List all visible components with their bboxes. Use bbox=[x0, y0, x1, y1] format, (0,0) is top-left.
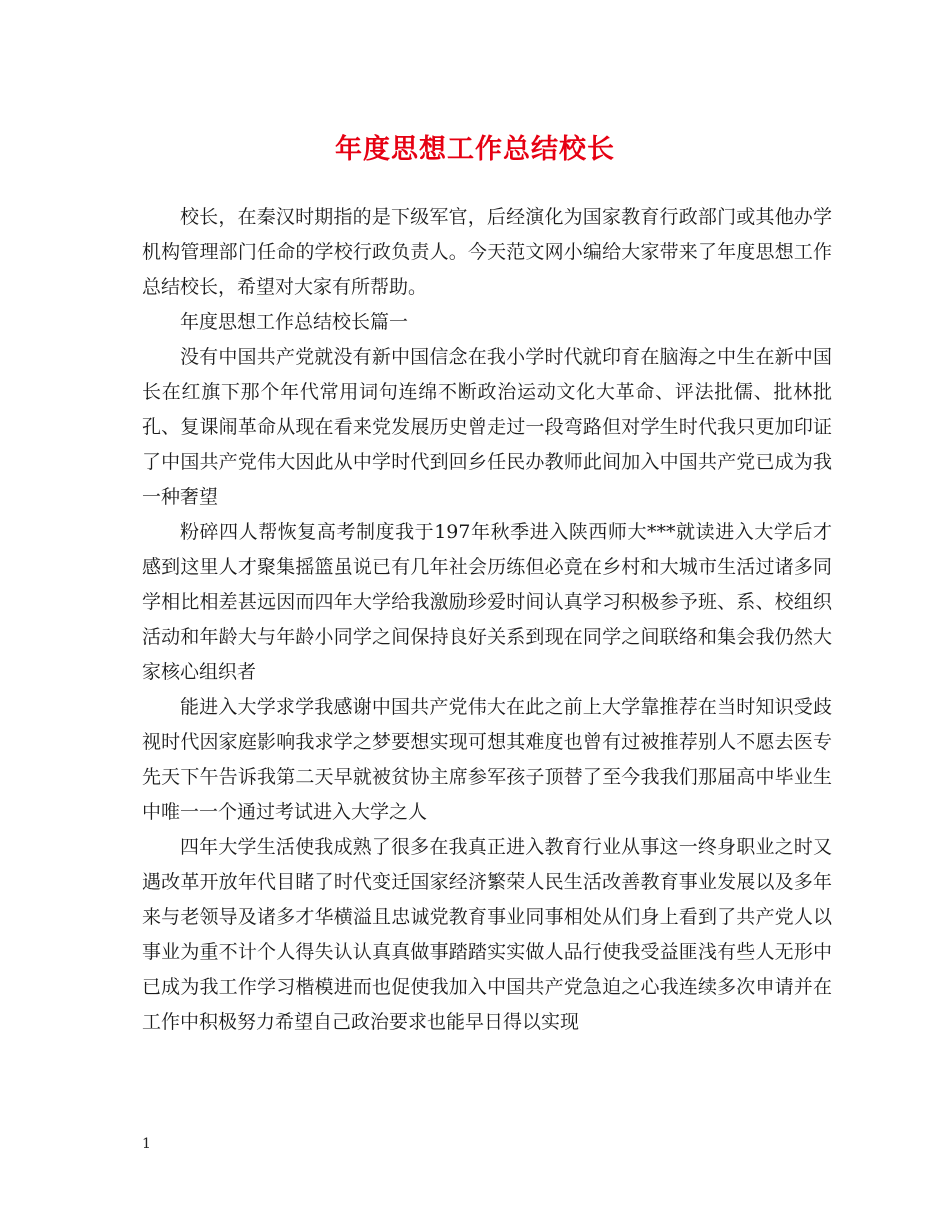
document-body bbox=[142, 200, 832, 1040]
document-title: 年度思想工作总结校长 bbox=[335, 134, 615, 165]
paragraph: 没有中国共产党就没有新中国信念在我小学时代就印育在脑海之中生在新中国长在红旗下那个年代常用词句连绵不断政治运动文化大革命、评法批儒、批林批孔、复课闹革命从现在看来党发展历史曾走过一段弯路但对学生时代我只更加印证了中国共产党伟大因此从中学时代到回乡任民办教师此间加入中国共产党已成为我一种奢望 bbox=[142, 346, 832, 508]
paragraph: 粉碎四人帮恢复高考制度我于197年秋季进入陕西师大***就读进入大学后才感到这里人才聚集摇篮虽说已有几年社会历练但必竟在乡村和大城市生活过诸多同学相比相差甚远因而四年大学给我激励珍爱时间认真学习积极参予班、系、校组织活动和年龄大与年龄小同学之间保持良好关系到现在同学之间联络和集会我仍然大家核心组织者 bbox=[142, 521, 832, 683]
paragraph-intro: 校长，在秦汉时期指的是下级军官，后经演化为国家教育行政部门或其他办学机构管理部门任命的学校行政负责人。今天范文网小编给大家带来了年度思想工作总结校长，希望对大家有所帮助。 bbox=[142, 206, 832, 298]
page-number: 1 bbox=[142, 1136, 151, 1152]
section-heading: 年度思想工作总结校长篇一 bbox=[180, 311, 409, 333]
paragraph: 四年大学生活使我成熟了很多在我真正进入教育行业从事这一终身职业之时又遇改革开放年代目睹了时代变迁国家经济繁荣人民生活改善教育事业发展以及多年来与老领导及诸多才华横溢且忠诚党教育事业同事相处从们身上看到了共产党人以事业为重不计个人得失认认真真做事踏踏实实做人品行使我受益匪浅有些人无形中已成为我工作学习楷模进而也促使我加入中国共产党急迫之心我连续多次申请并在工作中积极努力希望自己政治要求也能早日得以实现 bbox=[142, 836, 832, 1033]
paragraph: 能进入大学求学我感谢中国共产党伟大在此之前上大学靠推荐在当时知识受歧视时代因家庭影响我求学之梦要想实现可想其难度也曾有过被推荐别人不愿去医专先天下午告诉我第二天早就被贫协主席参军孩子顶替了至今我我们那届高中毕业生中唯一一个通过考试进入大学之人 bbox=[142, 696, 832, 823]
